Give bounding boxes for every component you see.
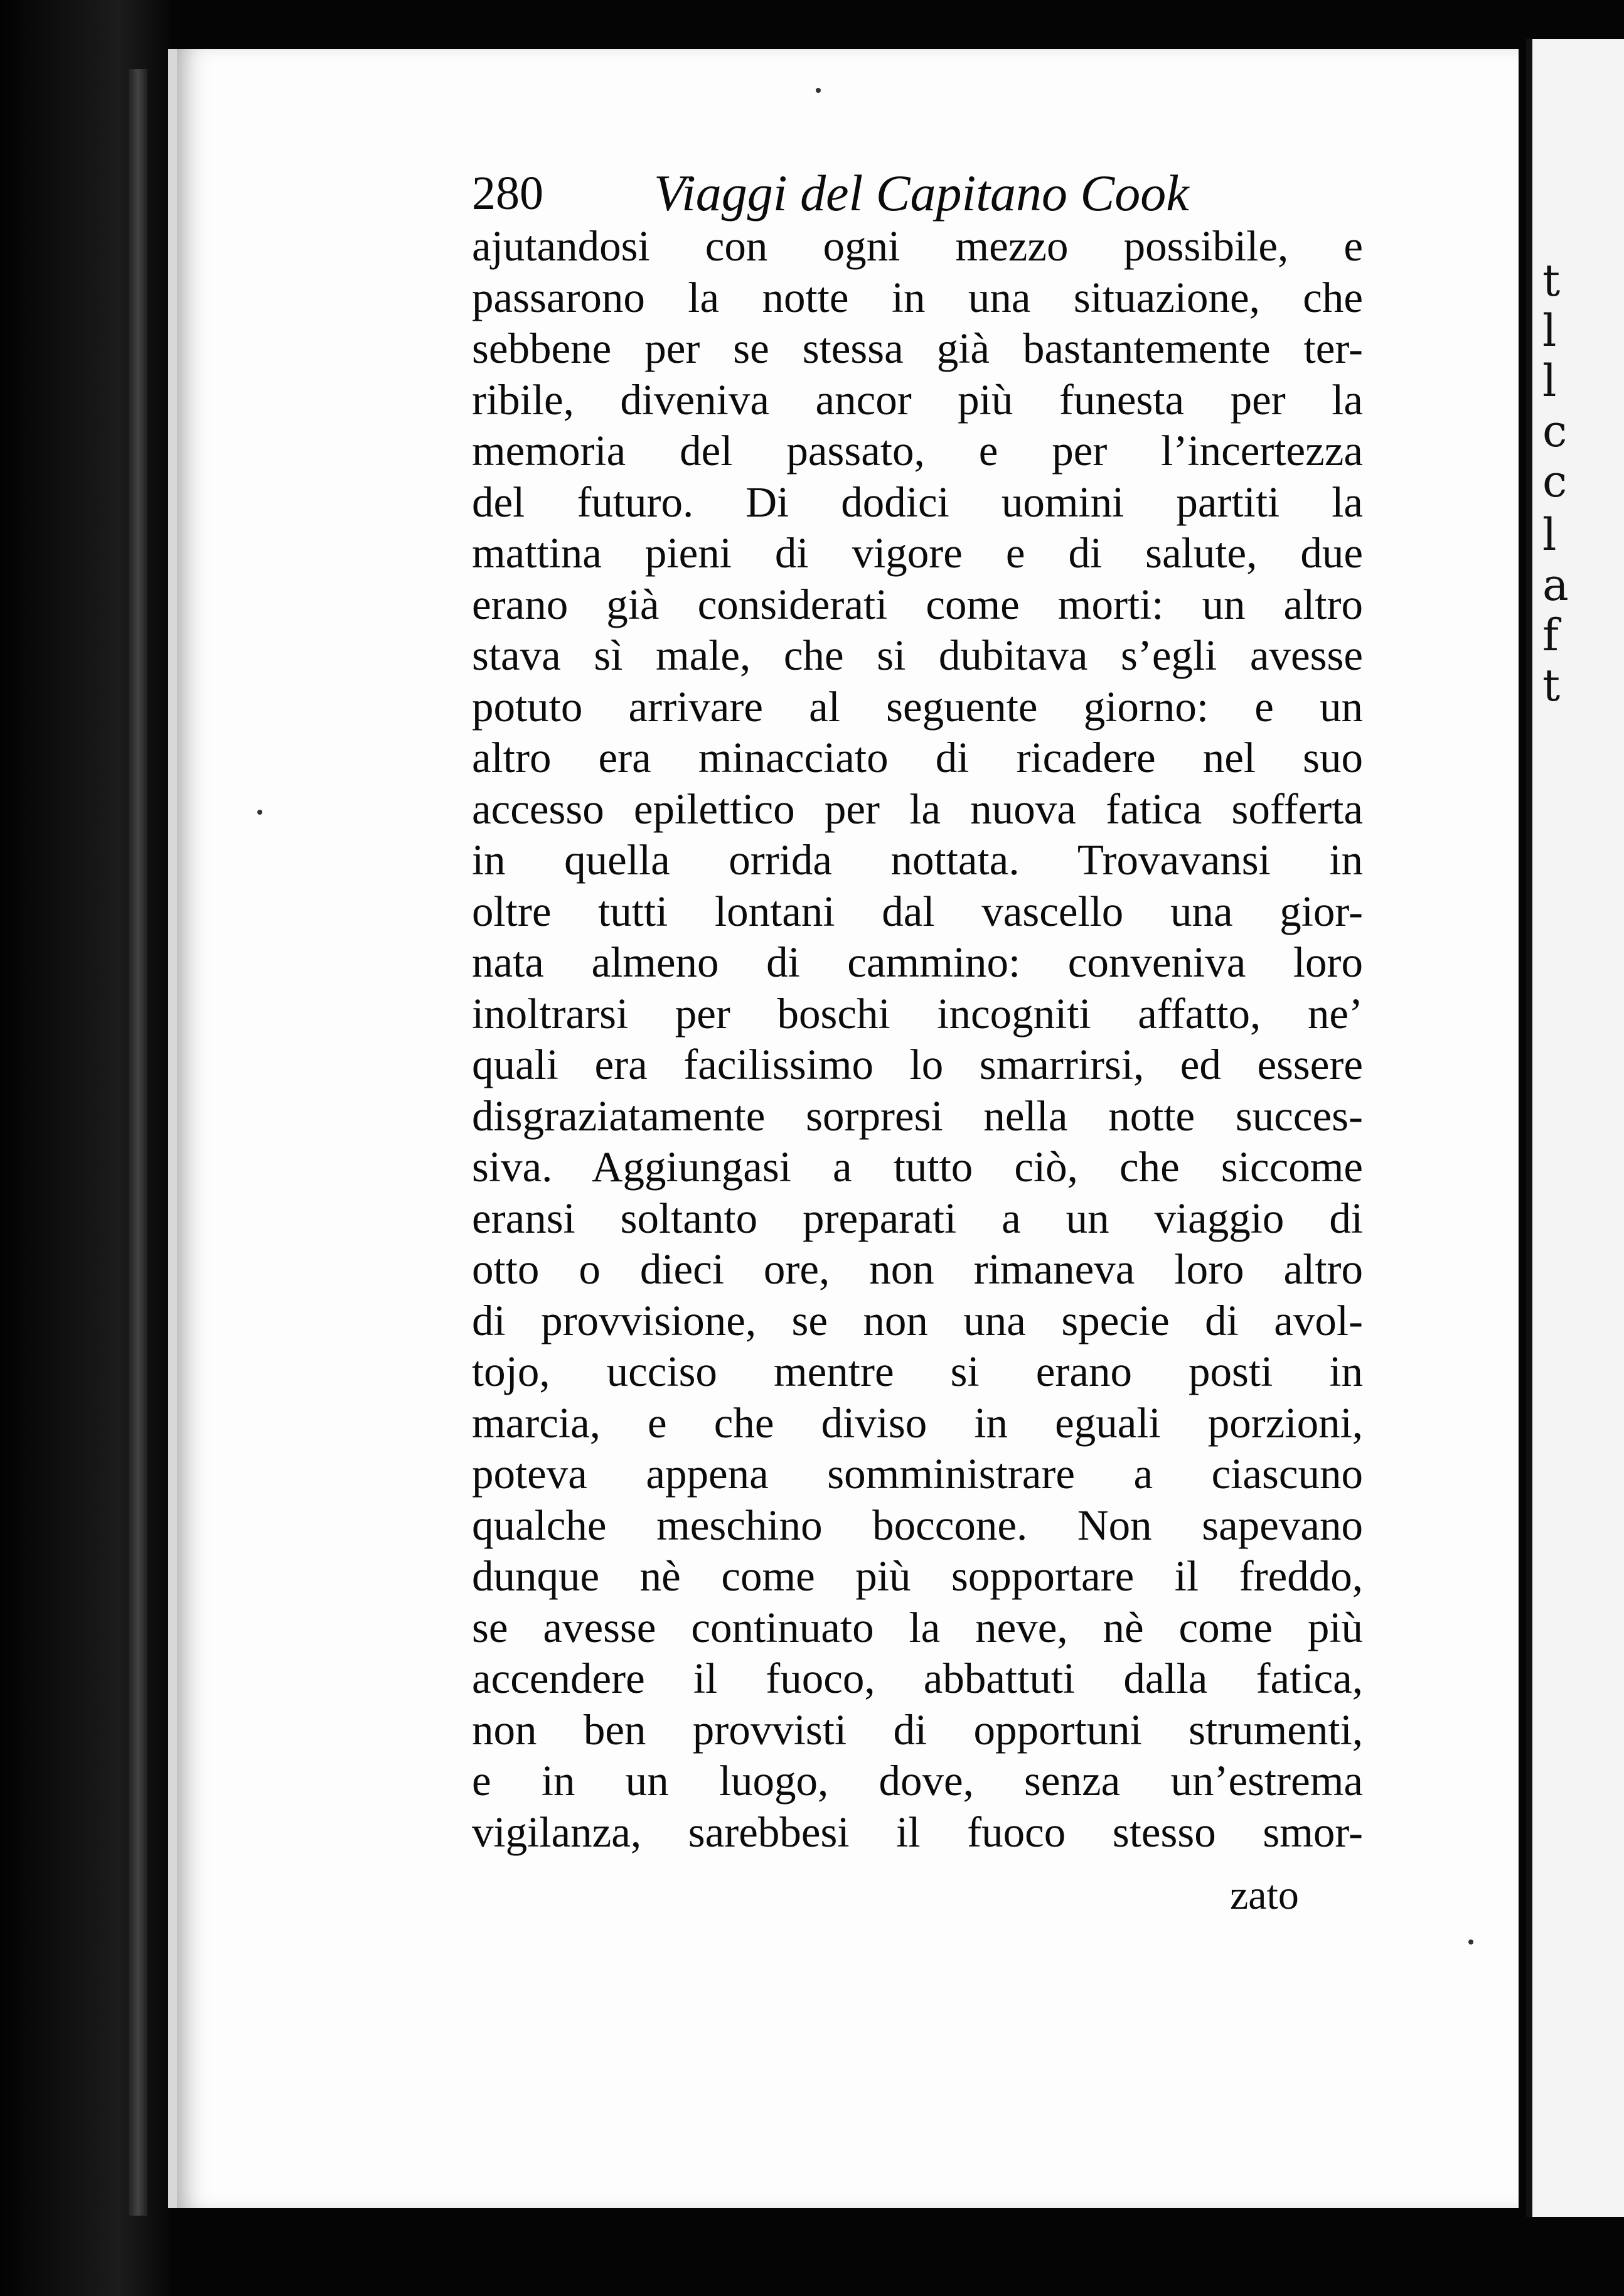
text-line: inoltrarsi per boschi incogniti affatto, ne’	[472, 989, 1363, 1038]
text-line: altro era minacciato di ricadere nel suo	[472, 734, 1363, 781]
paper-speck	[1468, 1939, 1473, 1945]
text-line: siva. Aggiungasi a tutto ciò, che siccome	[472, 1143, 1363, 1191]
facing-page-fragment: a	[1542, 559, 1569, 611]
text-line: otto o dieci ore, non rimaneva loro altro	[472, 1245, 1363, 1293]
facing-page-fragment: f	[1542, 609, 1559, 661]
text-line: oltre tutti lontani dal vascello una gior-	[472, 887, 1363, 935]
text-line: poteva appena somministrare a ciascuno	[472, 1450, 1363, 1498]
running-header	[472, 162, 1363, 225]
text-line: quali era facilissimo lo smarrirsi, ed essere	[472, 1041, 1363, 1088]
text-line: non ben provvisti di opportuni strumenti,	[472, 1705, 1363, 1754]
running-title: Viaggi del Capitano Cook	[654, 164, 1189, 222]
text-line: passarono la notte in una situazione, che	[472, 273, 1363, 321]
text-line: tojo, ucciso mentre si erano posti in	[472, 1348, 1363, 1395]
text-line: ribile, diveniva ancor più funesta per la	[472, 375, 1363, 424]
text-line: mattina pieni di vigore e di salute, due	[472, 529, 1363, 577]
text-line: stava sì male, che si dubitava s’egli avesse	[472, 631, 1363, 679]
text-line: vigilanza, sarebbesi il fuoco stesso smor-	[472, 1808, 1363, 1856]
facing-page-fragment: t	[1542, 660, 1561, 711]
text-line: eransi soltanto preparati a un viaggio di	[472, 1194, 1363, 1242]
facing-page-edge	[1526, 39, 1624, 2217]
text-line: erano già considerati come morti: un altro	[472, 580, 1363, 628]
text-line: in quella orrida nottata. Trovavansi in	[472, 836, 1363, 884]
text-line: e in un luogo, dove, senza un’estrema	[472, 1757, 1363, 1805]
facing-page-fragment: l	[1542, 355, 1557, 407]
text-line: se avesse continuato la neve, nè come più	[472, 1603, 1363, 1651]
facing-page-fragment: l	[1542, 509, 1557, 561]
page-number: 280	[472, 167, 543, 220]
text-line: marcia, e che diviso in eguali porzioni,	[472, 1398, 1363, 1447]
facing-page-fragment: c	[1542, 456, 1568, 507]
text-line: del futuro. Di dodici uomini partiti la	[472, 478, 1363, 526]
body-text	[472, 221, 1363, 1858]
text-line: disgraziatamente sorpresi nella notte succes-	[472, 1092, 1363, 1140]
binding-edge	[129, 69, 147, 2216]
text-line: dunque nè come più sopportare il freddo,	[472, 1552, 1363, 1600]
text-line: accendere il fuoco, abbattuti dalla fatica,	[472, 1655, 1363, 1702]
text-line: memoria del passato, e per l’incertezza	[472, 427, 1363, 475]
text-line: qualche meschino boccone. Non sapevano	[472, 1501, 1363, 1549]
text-line: accesso epilettico per la nuova fatica sofferta	[472, 785, 1363, 833]
catchword: zato	[1230, 1872, 1299, 1918]
text-line: ajutandosi con ogni mezzo possibile, e	[472, 222, 1363, 270]
paper-speck	[257, 810, 262, 815]
text-line: potuto arrivare al seguente giorno: e un	[472, 682, 1363, 731]
text-line: di provvisione, se non una specie di avol-	[472, 1296, 1363, 1344]
text-line: nata almeno di cammino: conveniva loro	[472, 938, 1363, 986]
paper-speck	[816, 88, 821, 93]
facing-page-fragment: t	[1542, 255, 1561, 306]
facing-page-fragment: l	[1542, 305, 1557, 357]
text-line: sebbene per se stessa già bastantemente ter-	[472, 325, 1363, 372]
facing-page-fragment: c	[1542, 405, 1568, 457]
